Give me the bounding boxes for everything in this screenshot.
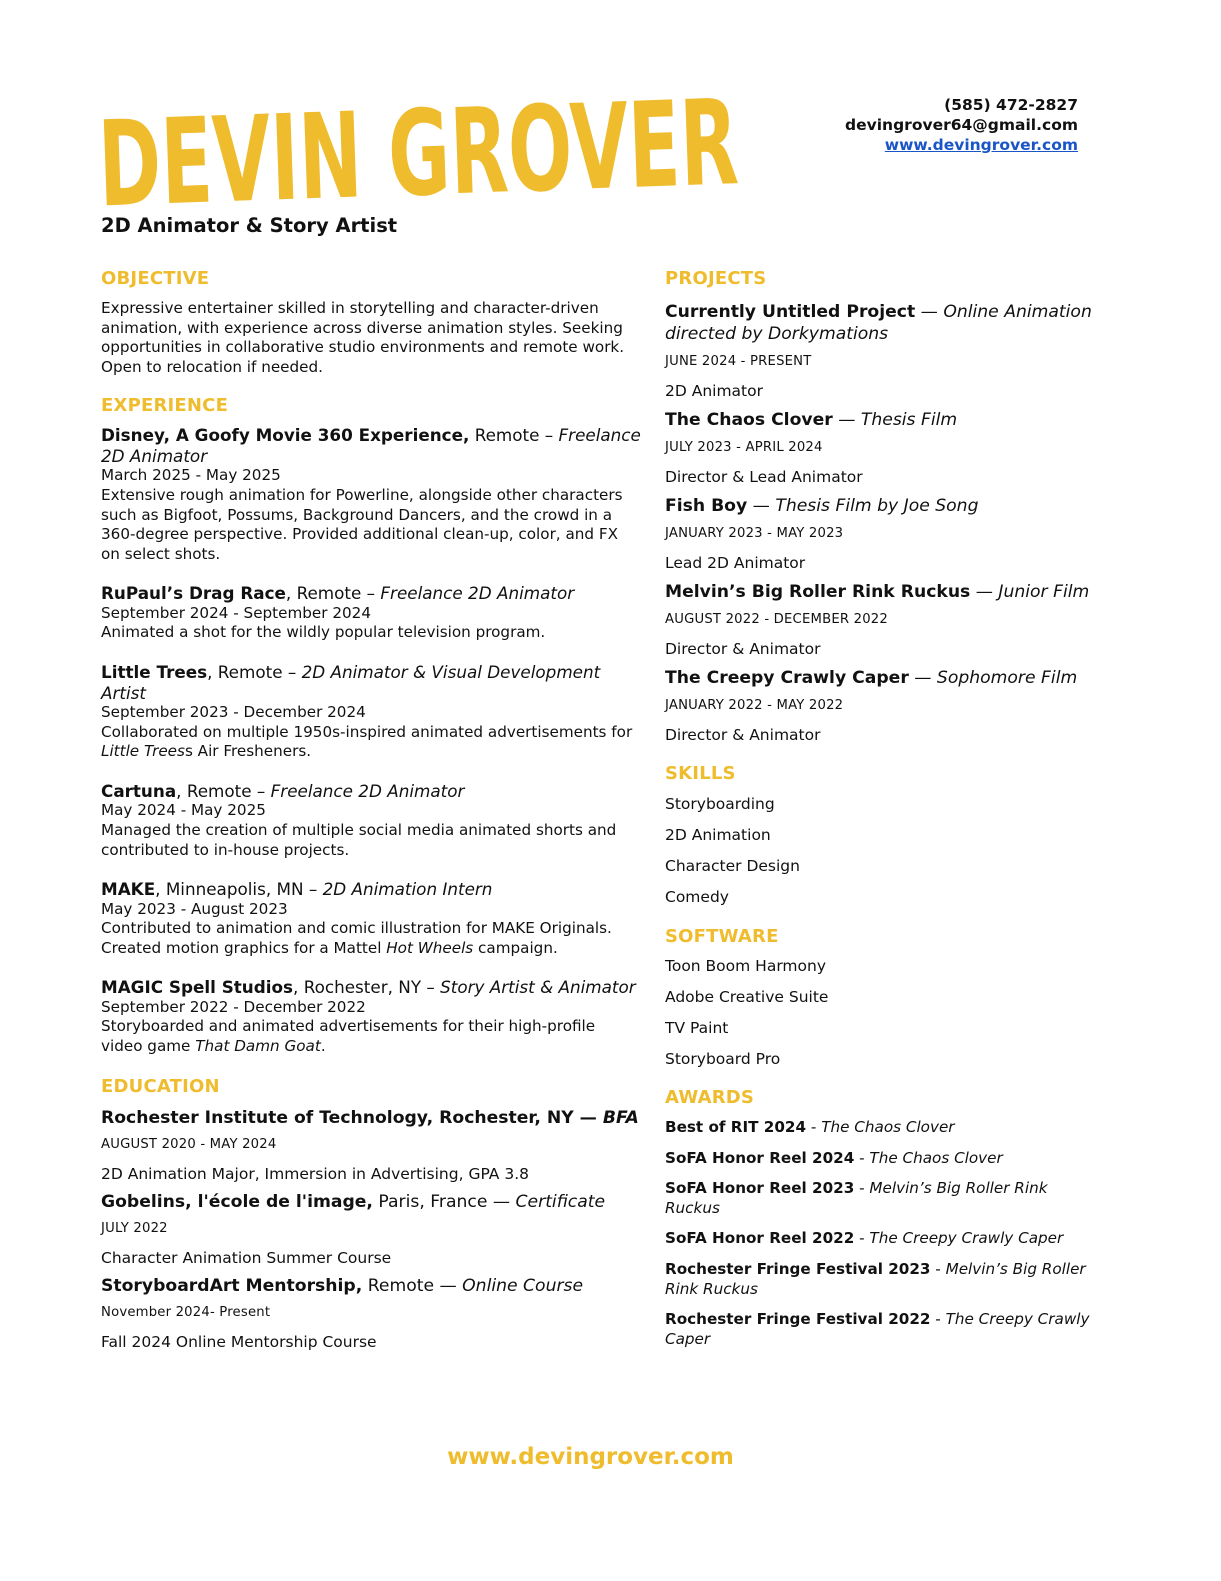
software-item: Storyboard Pro <box>665 1050 781 1068</box>
education-item <box>101 1191 641 1268</box>
awards-heading: AWARDS <box>665 1087 755 1108</box>
education-org: StoryboardArt Mentorship, <box>101 1275 363 1296</box>
education-credential: Certificate <box>515 1191 606 1212</box>
experience-location: , Minneapolis, MN – <box>155 879 323 900</box>
skill-item: Character Design <box>665 857 800 875</box>
award-item: SoFA Honor Reel 2022 - The Creepy Crawly Caper <box>665 1229 1064 1248</box>
experience-org: Little Trees <box>101 662 208 683</box>
project-type: Junior Film <box>998 582 1090 602</box>
experience-dates: May 2023 - August 2023 <box>101 899 288 918</box>
project-title: The Creepy Crawly Caper <box>665 668 909 688</box>
projects-heading: PROJECTS <box>665 268 767 289</box>
project-role: Lead 2D Animator <box>665 554 806 572</box>
project-item: The Creepy Crawly Caper — Sophomore Film JANUARY 2022 - MAY 2022 Director & Animator <box>665 667 1095 745</box>
experience-dates: September 2022 - December 2022 <box>101 997 366 1016</box>
experience-item <box>101 977 641 1056</box>
project-item: Melvin’s Big Roller Rink Ruckus — Junior Film AUGUST 2022 - DECEMBER 2022 Director & Animator <box>665 581 1095 659</box>
award-item: Best of RIT 2024 - The Chaos Clover <box>665 1118 955 1136</box>
project-item: Fish Boy — Thesis Film by Joe Song JANUARY 2023 - MAY 2023 Lead 2D Animator <box>665 495 1095 573</box>
project-role: Director & Lead Animator <box>665 468 863 486</box>
experience-item <box>101 425 641 564</box>
project-title: The Chaos Clover <box>665 410 833 430</box>
education-location: Remote — <box>362 1275 463 1296</box>
education-detail: 2D Animation Major, Immersion in Advertising, GPA 3.8 <box>101 1164 529 1183</box>
experience-role: Story Artist & Animator <box>440 977 636 998</box>
experience-item <box>101 781 641 860</box>
project-role: Director & Animator <box>665 726 821 744</box>
experience-description: Animated a shot for the wildly popular television program. <box>101 623 546 642</box>
experience-description: Storyboarded and animated advertisements for their high-profile video game That Damn Goat. <box>101 1017 596 1056</box>
objective-text: Expressive entertainer skilled in storytelling and character-driven animation, with experience across diverse animation styles. Seeking opportunities in collaborative studio environments and remote work. Open to relocation if needed. <box>101 299 625 376</box>
footer-website[interactable]: www.devingrover.com <box>447 1444 734 1470</box>
experience-org: RuPaul’s Drag Race <box>101 583 286 604</box>
experience-org: Disney, A Goofy Movie 360 Experience, <box>101 425 470 446</box>
experience-location: , Remote – <box>207 662 302 683</box>
experience-location: , Rochester, NY – <box>293 977 441 998</box>
award-item: SoFA Honor Reel 2023 - Melvin’s Big Roller Rink Ruckus <box>665 1179 1048 1217</box>
project-type: Online Animation directed by Dorkymations <box>665 302 1092 344</box>
education-item <box>101 1275 641 1352</box>
experience-role: 2D Animator & Visual Development Artist <box>101 662 601 703</box>
education-dates: November 2024- Present <box>101 1304 271 1320</box>
education-item <box>101 1107 641 1184</box>
experience-description: Contributed to animation and comic illustration for MAKE Originals. Created motion graphics for a Mattel Hot Wheels campaign. <box>101 919 612 957</box>
software-heading: SOFTWARE <box>665 926 779 947</box>
experience-dates: September 2023 - December 2024 <box>101 703 366 722</box>
experience-description: Collaborated on multiple 1950s-inspired animated advertisements for Little Treess Air Fresheners. <box>101 722 633 761</box>
project-item: Currently Untitled Project — Online Animation directed by Dorkymations JUNE 2024 - PRESENT 2D Animator <box>665 301 1095 401</box>
education-degree: BFA <box>602 1107 639 1128</box>
name-logo-text: DEVIN GROVER <box>96 72 752 222</box>
project-type: Thesis Film by Joe Song <box>775 496 979 516</box>
skill-item: Comedy <box>665 888 729 906</box>
experience-dates: March 2025 - May 2025 <box>101 466 281 485</box>
education-dates: AUGUST 2020 - MAY 2024 <box>101 1136 277 1152</box>
education-org: Rochester Institute of Technology, Rochester, NY — <box>101 1107 603 1128</box>
experience-location: , Remote – <box>285 583 381 604</box>
software-item: TV Paint <box>665 1019 729 1037</box>
website-link[interactable]: www.devingrover.com <box>884 136 1078 154</box>
project-type: Sophomore Film <box>936 668 1078 688</box>
project-title: Melvin’s Big Roller Rink Ruckus <box>665 582 971 602</box>
right-column <box>665 268 1095 1349</box>
experience-heading: EXPERIENCE <box>101 395 229 417</box>
award-item: Rochester Fringe Festival 2023 - Melvin’s Big Roller Rink Ruckus <box>665 1259 1086 1298</box>
skill-item: 2D Animation <box>665 826 771 844</box>
project-dates: AUGUST 2022 - DECEMBER 2022 <box>665 612 888 627</box>
experience-location: Remote – <box>469 425 559 446</box>
name-logo <box>92 72 752 222</box>
project-dates: JULY 2023 - APRIL 2024 <box>665 440 823 455</box>
software-item: Adobe Creative Suite <box>665 988 829 1006</box>
experience-item <box>101 662 641 762</box>
phone-number: (585) 472-2827 <box>944 96 1078 114</box>
contact-block <box>845 95 1078 155</box>
experience-role: Freelance 2D Animator <box>380 583 575 604</box>
education-heading: EDUCATION <box>101 1075 220 1097</box>
award-item: Rochester Fringe Festival 2022 - The Creepy Crawly Caper <box>665 1310 1090 1348</box>
software-item: Toon Boom Harmony <box>665 957 827 975</box>
project-role: Director & Animator <box>665 640 821 658</box>
project-title: Fish Boy <box>665 496 748 516</box>
project-type: Thesis Film <box>860 410 958 430</box>
experience-dates: May 2024 - May 2025 <box>101 801 266 820</box>
experience-description: Managed the creation of multiple social media animated shorts and contributed to in-house projects. <box>101 820 617 859</box>
experience-role: 2D Animation Intern <box>322 879 493 900</box>
role-title: 2D Animator & Story Artist <box>101 214 398 237</box>
experience-org: MAGIC Spell Studios <box>101 977 294 998</box>
experience-dates: September 2024 - September 2024 <box>101 603 371 622</box>
left-column <box>101 268 641 1352</box>
project-item: The Chaos Clover — Thesis Film JULY 2023 - APRIL 2024 Director & Lead Animator <box>665 409 1095 487</box>
award-item: SoFA Honor Reel 2024 - The Chaos Clover <box>665 1148 1003 1167</box>
project-title: Currently Untitled Project <box>665 302 916 322</box>
experience-location: , Remote – <box>176 780 271 801</box>
project-dates: JANUARY 2023 - MAY 2023 <box>665 526 844 541</box>
project-dates: JUNE 2024 - PRESENT <box>665 354 812 369</box>
education-dates: JULY 2022 <box>101 1220 168 1236</box>
experience-item <box>101 583 641 643</box>
experience-org: MAKE <box>101 879 156 900</box>
objective-heading: OBJECTIVE <box>101 268 210 289</box>
education-location: Paris, France — <box>372 1191 516 1212</box>
project-dates: JANUARY 2022 - MAY 2022 <box>665 698 844 713</box>
email-address[interactable]: devingrover64@gmail.com <box>845 116 1078 134</box>
experience-item <box>101 879 641 958</box>
education-org: Gobelins, l'école de l'image, <box>101 1191 373 1212</box>
education-detail: Character Animation Summer Course <box>101 1248 392 1267</box>
project-role: 2D Animator <box>665 382 763 400</box>
experience-description: Extensive rough animation for Powerline, alongside other characters such as Bigfoot, Possums, Background Dancers, and the crowd in a 360-degree perspective. Provided additional clean-up, color, and FX on select shots. <box>101 485 623 563</box>
skill-item: Storyboarding <box>665 795 775 813</box>
education-detail: Fall 2024 Online Mentorship Course <box>101 1332 377 1351</box>
experience-org: Cartuna <box>101 780 177 801</box>
experience-role: Freelance 2D Animator <box>101 425 641 466</box>
experience-role: Freelance 2D Animator <box>270 780 465 801</box>
skills-heading: SKILLS <box>665 763 736 784</box>
education-credential: Online Course <box>462 1275 584 1296</box>
